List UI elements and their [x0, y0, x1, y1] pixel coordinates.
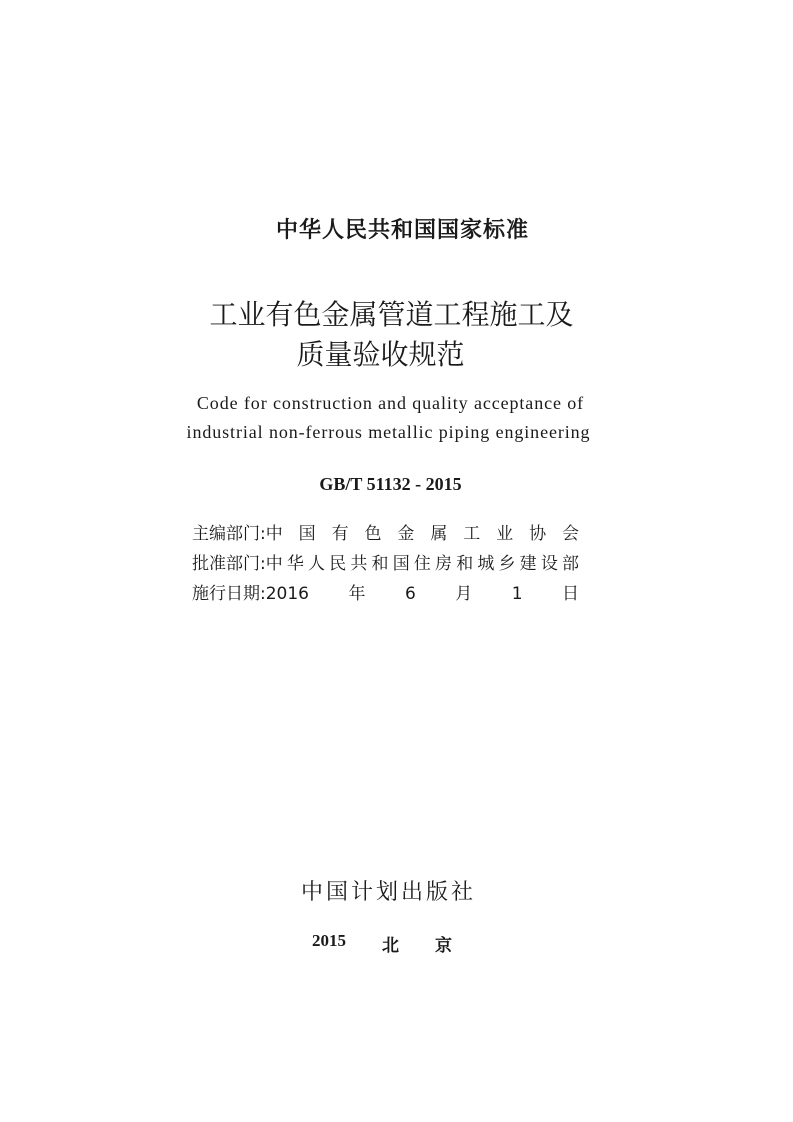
- info-chief-editor: [192, 522, 579, 546]
- standard-type-heading: 中华人民共和国国家标准: [275, 218, 529, 243]
- title-en-line-1: Code for construction and quality acceptance of: [196, 393, 585, 413]
- info-label: 主编部门:: [192, 524, 266, 544]
- publisher: 中国计划出版社: [300, 880, 476, 905]
- info-label: 批准部门:: [192, 554, 266, 574]
- city-char-1: 北: [382, 936, 399, 955]
- info-approval: [192, 552, 579, 576]
- title-en-line-2: industrial non-ferrous metallic piping engineering: [186, 422, 591, 442]
- city-char-2: 京: [435, 936, 452, 955]
- title-cn-line-1: 工业有色金属管道工程施工及: [209, 298, 574, 331]
- info-value: 2016年6月1日: [265, 584, 579, 604]
- standard-code: GB/T 51132 - 2015: [319, 474, 462, 494]
- info-value: 中国有色金属工业协会: [265, 524, 579, 544]
- title-cn-line-2: 质量验收规范: [296, 338, 465, 371]
- info-effective-date: [192, 582, 579, 606]
- publication-year: 2015: [312, 931, 346, 950]
- info-label: 施行日期:: [192, 584, 266, 604]
- publication-year-city: [312, 931, 452, 956]
- info-value: 中华人民共和国住房和城乡建设部: [265, 554, 579, 574]
